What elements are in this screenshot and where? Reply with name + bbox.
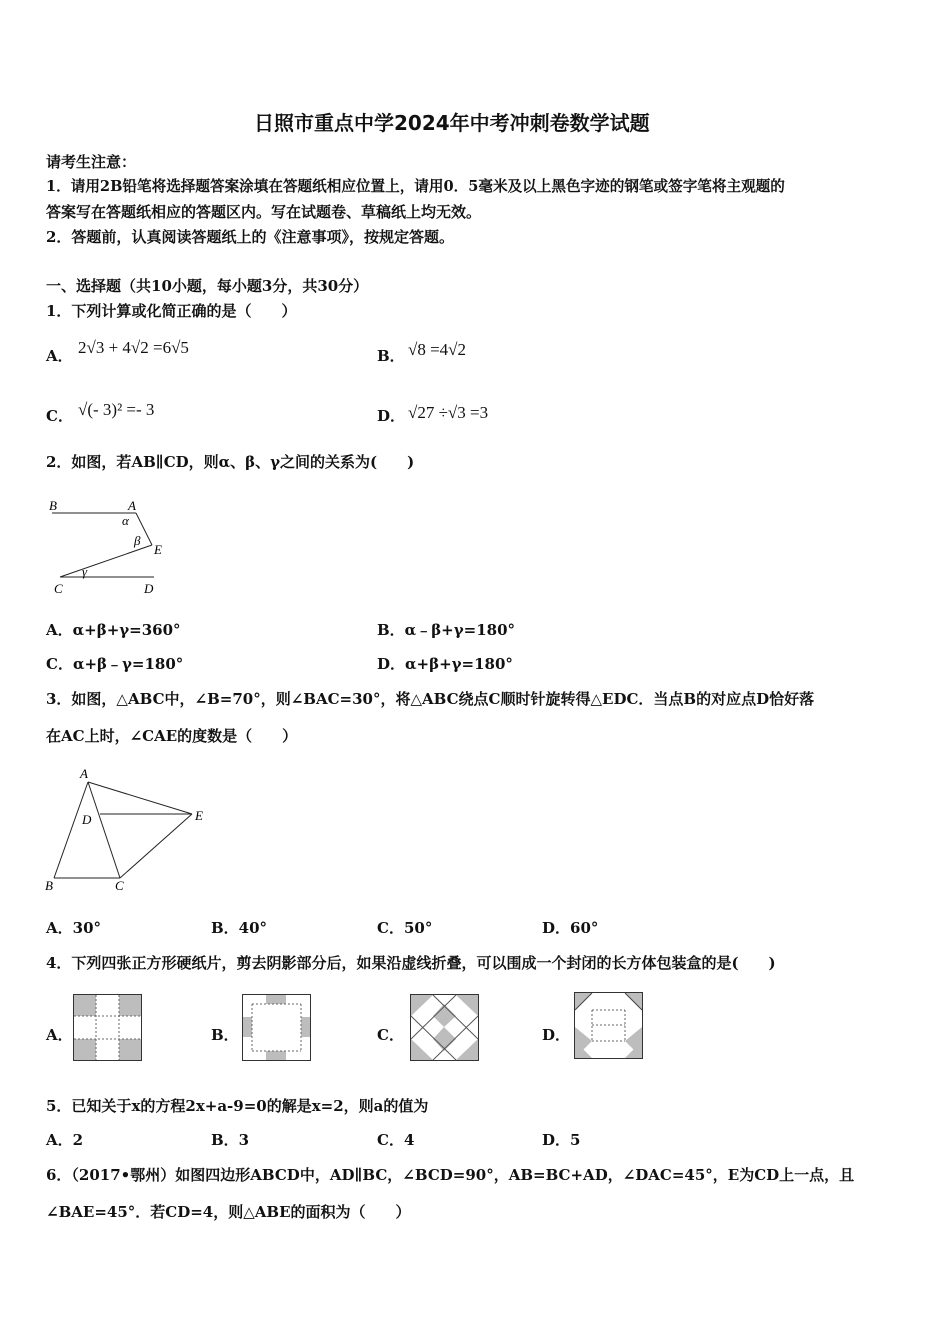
- question-stem: 4．下列四张正方形硬纸片，剪去阴影部分后，如果沿虚线折叠，可以围成一个封闭的长方体包装盒的是( ): [46, 954, 776, 972]
- option-d-label: D．: [377, 407, 406, 425]
- option-d-expression: √27 ÷√3 =3: [408, 403, 489, 422]
- option-b-expression: √8 =4√2: [408, 340, 466, 359]
- option-b: B．3: [211, 1131, 250, 1149]
- q3-figure: [40, 762, 220, 897]
- label-a: A: [80, 766, 88, 781]
- label-b: B: [45, 878, 53, 893]
- page-title: 日照市重点中学2024年中考冲刺卷数学试题: [254, 111, 650, 135]
- option-c-label: C．: [46, 407, 73, 425]
- question-stem: ∠BAE=45°．若CD=4，则△ABE的面积为（ ）: [46, 1203, 411, 1221]
- label-c: C: [115, 878, 124, 893]
- q4-option-c-figure: [410, 994, 480, 1062]
- option-d: D．60°: [542, 919, 599, 937]
- notice-line: 答案写在答题纸相应的答题区内。写在试题卷、草稿纸上均无效。: [46, 203, 482, 221]
- option-b: B．α﹣β+γ=180°: [377, 621, 516, 639]
- label-d: D: [144, 581, 154, 596]
- option-d: D．α+β+γ=180°: [377, 655, 513, 673]
- question-stem: 1．下列计算或化简正确的是（ ）: [46, 302, 297, 320]
- option-c-expression: √(- 3)² =- 3: [78, 400, 155, 419]
- label-c: C: [54, 581, 63, 596]
- option-c: C．α+β﹣γ=180°: [46, 655, 184, 673]
- question-stem: 5．已知关于x的方程2x+a-9=0的解是x=2，则a的值为: [46, 1097, 429, 1115]
- option-a-label: A．: [46, 1026, 73, 1044]
- label-alpha: α: [122, 513, 129, 528]
- q4-option-b-figure: [242, 994, 312, 1062]
- option-c-label: C．: [377, 1026, 404, 1044]
- option-b-label: B．: [377, 347, 405, 365]
- option-b: B．40°: [211, 919, 268, 937]
- question-stem: 2．如图，若AB∥CD，则α、β、γ之间的关系为( ): [46, 453, 415, 471]
- label-gamma: γ: [82, 564, 88, 579]
- notice-line: 2．答题前，认真阅读答题纸上的《注意事项》，按规定答题。: [46, 228, 454, 246]
- question-stem: 在AC上时，∠CAE的度数是（ ）: [46, 727, 298, 745]
- q2-figure: [44, 495, 174, 600]
- option-d: D．5: [542, 1131, 581, 1149]
- option-a: A．α+β+γ=360°: [46, 621, 181, 639]
- option-a-label: A．: [46, 347, 73, 365]
- option-a: A．30°: [46, 919, 102, 937]
- option-a: A．2: [46, 1131, 84, 1149]
- label-a: A: [128, 498, 136, 513]
- label-beta: β: [134, 533, 141, 548]
- label-d: D: [82, 812, 92, 827]
- option-c: C．4: [377, 1131, 415, 1149]
- label-b: B: [49, 498, 57, 513]
- notice-heading: 请考生注意：: [46, 153, 137, 171]
- option-b-label: B．: [211, 1026, 239, 1044]
- question-stem: 3．如图，△ABC中，∠B=70°，则∠BAC=30°，将△ABC绕点C顺时针旋转得△EDC．当点B的对应点D恰好落: [46, 690, 815, 708]
- label-e: E: [154, 542, 162, 557]
- q4-option-d-figure: [574, 992, 644, 1060]
- option-d-label: D．: [542, 1026, 571, 1044]
- q4-option-a-figure: [73, 994, 143, 1062]
- question-stem: 6．（2017•鄂州）如图四边形ABCD中，AD∥BC，∠BCD=90°，AB=BC+AD，∠DAC=45°，E为CD上一点，且: [46, 1166, 855, 1184]
- option-c: C．50°: [377, 919, 433, 937]
- label-e: E: [195, 808, 203, 823]
- section-heading: 一、选择题（共10小题，每小题3分，共30分）: [46, 277, 369, 295]
- notice-line: 1．请用2B铅笔将选择题答案涂填在答题纸相应位置上，请用0．5毫米及以上黑色字迹的钢笔或签字笔将主观题的: [46, 178, 785, 195]
- option-a-expression: 2√3 + 4√2 =6√5: [78, 338, 189, 357]
